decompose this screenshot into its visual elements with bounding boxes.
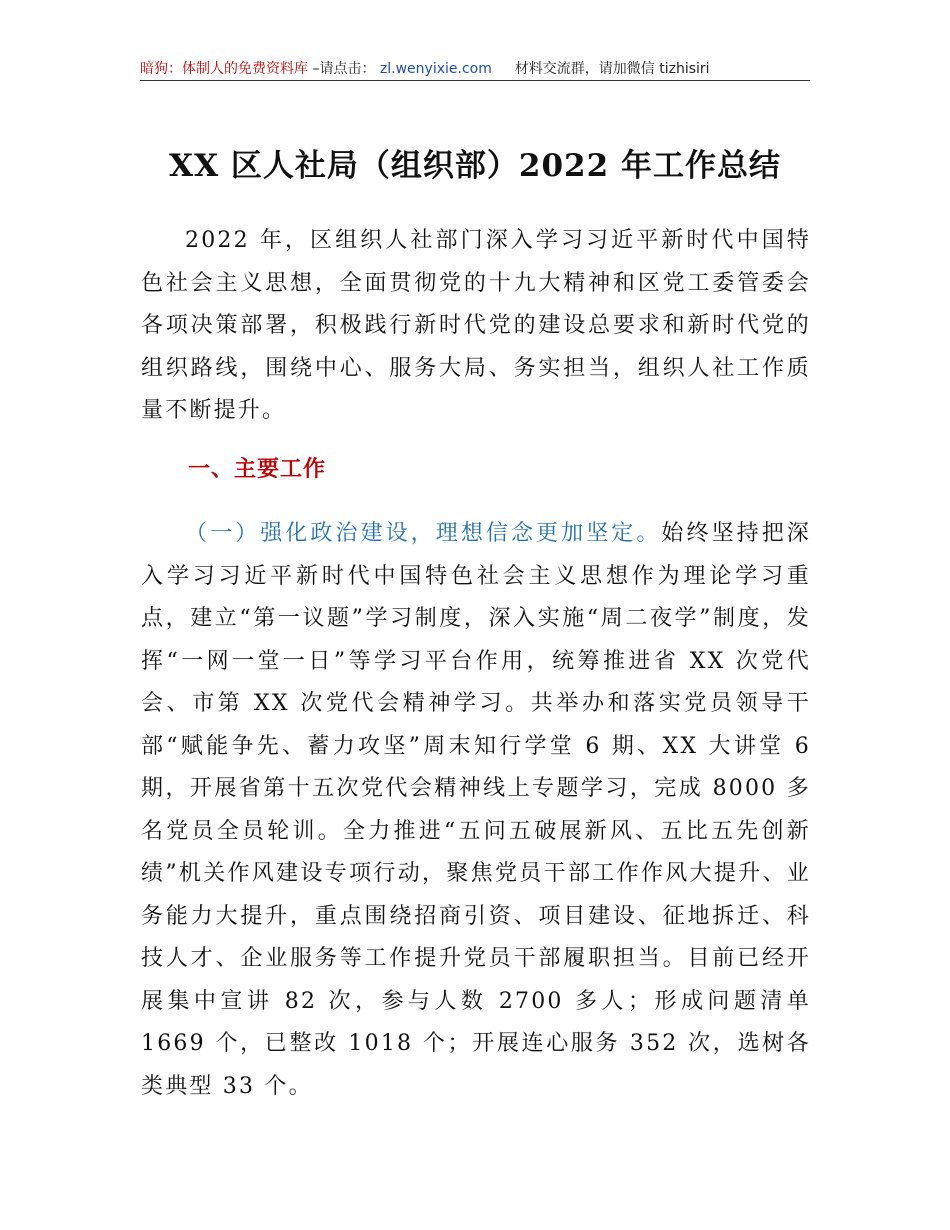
header-url-link[interactable]: zl.wenyixie.com: [379, 61, 492, 77]
subsection-lead: （一）强化政治建设，理想信念更加坚定。: [185, 521, 662, 546]
intro-paragraph: 2022 年，区组织人社部门深入学习习近平新时代中国特色社会主义思想，全面贯彻党的十九大精神和区党工委管委会各项决策部署，积极践行新时代党的建设总要求和新时代党的组织路线，围绕中心、服务大局、务实担当，组织人社工作质量不断提升。: [141, 228, 811, 423]
page-header: [140, 56, 810, 82]
header-brand: 暗狗：体制人的免费资料库: [140, 61, 308, 77]
header-divider: [140, 80, 810, 81]
section-heading: 一、主要工作: [188, 457, 327, 482]
document-title: XX 区人社局（组织部）2022 年工作总结: [169, 148, 781, 184]
subsection-body: 始终坚持把深入学习习近平新时代中国特色社会主义思想作为理论学习重点，建立“第一议题”学习制度，深入实施“周二夜学”制度，发挥“一网一堂一日”等学习平台作用，统筹推进省 XX 次党代会、市第 XX 次党代会精神学习。共举办和落实党员领导干部“赋能争先、蓄力攻坚”周末知行学堂 6 期、XX 大讲堂 6 期，开展省第十五次党代会精神线上专题学习，完成 8000 多名党员全员轮训。全力推进“五问五破展新风、五比五先创新绩”机关作风建设专项行动，聚焦党员干部工作作风大提升、业务能力大提升，重点围绕招商引资、项目建设、征地拆迁、科技人才、企业服务等工作提升党员干部履职担当。目前已经开展集中宣讲 82 次，参与人数 2700 多人；形成问题清单 1669 个，已整改 1018 个；开展连心服务 352 次，选树各类典型 33 个。: [141, 521, 811, 1099]
subsection-paragraph: [141, 513, 811, 1108]
header-click-prompt: –请点击：: [312, 61, 376, 77]
header-contact: 材料交流群，请加微信 tizhisiri: [514, 61, 710, 77]
